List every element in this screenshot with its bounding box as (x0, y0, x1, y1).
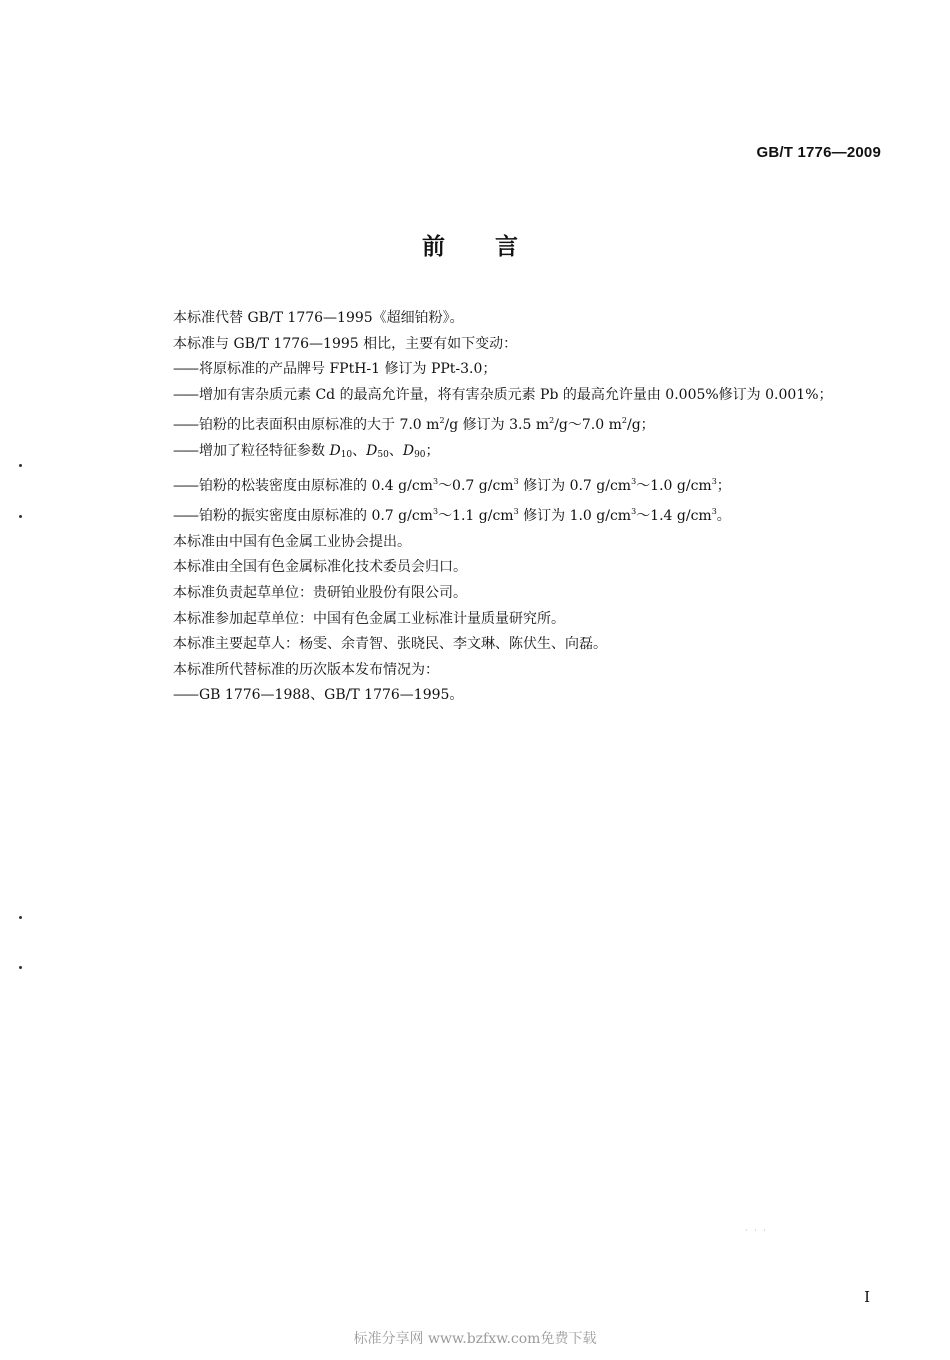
superscript: 3 (631, 507, 637, 517)
margin-speck (19, 515, 22, 518)
margin-speck (19, 916, 22, 919)
change-item (173, 408, 885, 439)
dash: —— (173, 508, 197, 525)
dash: —— (173, 417, 197, 434)
paragraph: 本标准与 GB/T 1776—1995 相比，主要有如下变动： (173, 335, 518, 352)
change-text: 。 (716, 508, 731, 525)
change-item (173, 357, 885, 383)
change-text: 铂粉的振实密度由原标准的 0.7 g/cm (199, 508, 433, 525)
paragraph: 本标准主要起草人：杨雯、余青智、张晓民、李文琳、陈伏生、向磊。 (173, 636, 607, 653)
superscript: 3 (711, 507, 717, 517)
dash: —— (173, 386, 197, 403)
change-text: GB 1776—1988、GB/T 1776—1995。 (199, 687, 464, 704)
paragraph: 本标准所代替标准的历次版本发布情况为： (173, 661, 439, 678)
scan-specks: · · · (745, 1226, 768, 1235)
dash: —— (173, 361, 197, 378)
superscript: 3 (631, 476, 637, 486)
subscript: 50 (377, 449, 389, 460)
change-text: ～1.4 g/cm (636, 508, 712, 525)
superscript: 3 (432, 476, 439, 486)
change-item (173, 469, 885, 500)
dash: —— (173, 687, 197, 704)
change-text: /g～7.0 m (554, 417, 622, 434)
change-text: /g； (626, 417, 655, 434)
superscript: 2 (549, 416, 555, 426)
subscript: 90 (414, 449, 426, 460)
margin-speck (19, 464, 22, 467)
change-text: 增加了粒径特征参数 (199, 442, 330, 459)
superscript: 3 (432, 507, 439, 517)
document-body (173, 306, 885, 709)
change-text: ； (425, 442, 440, 459)
paragraph: 本标准参加起草单位：中国有色金属工业标准计量质量研究所。 (173, 610, 565, 627)
change-text: ～0.7 g/cm (438, 477, 514, 494)
separator: 、 (388, 442, 403, 459)
change-item (173, 499, 885, 530)
dash: —— (173, 442, 197, 459)
variable-d: D (329, 442, 341, 459)
separator: 、 (352, 442, 367, 459)
change-item (173, 439, 885, 469)
superscript: 2 (439, 416, 445, 426)
change-text: 增加有害杂质元素 Cd 的最高允许量，将有害杂质元素 Pb 的最高允许量由 0.005%修订为 0.001%； (199, 386, 833, 403)
change-text: ～1.1 g/cm (438, 508, 514, 525)
variable-d: D (366, 442, 378, 459)
change-text: 修订为 1.0 g/cm (518, 508, 632, 525)
paragraph: 本标准代替 GB/T 1776—1995《超细铂粉》。 (173, 310, 464, 326)
superscript: 3 (513, 476, 519, 486)
superscript: 3 (513, 507, 519, 517)
subscript: 10 (340, 449, 353, 460)
change-text: 铂粉的比表面积由原标准的大于 7.0 m (199, 417, 440, 434)
paragraph: 本标准负责起草单位：贵研铂业股份有限公司。 (173, 584, 467, 601)
paragraph: 本标准由中国有色金属工业协会提出。 (173, 533, 411, 550)
change-text: /g 修订为 3.5 m (444, 417, 550, 434)
paragraph: 本标准由全国有色金属标准化技术委员会归口。 (173, 559, 467, 576)
change-text: ； (716, 477, 731, 494)
change-item (173, 383, 885, 409)
change-text: 铂粉的松装密度由原标准的 0.4 g/cm (199, 477, 433, 494)
change-text: ～1.0 g/cm (636, 477, 712, 494)
dash: —— (173, 477, 197, 494)
change-text: 修订为 0.7 g/cm (518, 477, 632, 494)
page-title: 前言 (422, 234, 568, 260)
page-number: I (864, 1288, 870, 1306)
change-text: 将原标准的产品牌号 FPtH-1 修订为 PPt-3.0； (199, 361, 497, 378)
document-code: GB/T 1776—2009 (756, 144, 881, 161)
superscript: 2 (621, 416, 627, 426)
variable-d: D (402, 442, 415, 459)
watermark-footer: 标准分享网 www.bzfxw.com免费下载 (353, 1331, 597, 1347)
change-item (173, 683, 885, 709)
superscript: 3 (711, 476, 717, 486)
margin-speck (19, 966, 22, 969)
